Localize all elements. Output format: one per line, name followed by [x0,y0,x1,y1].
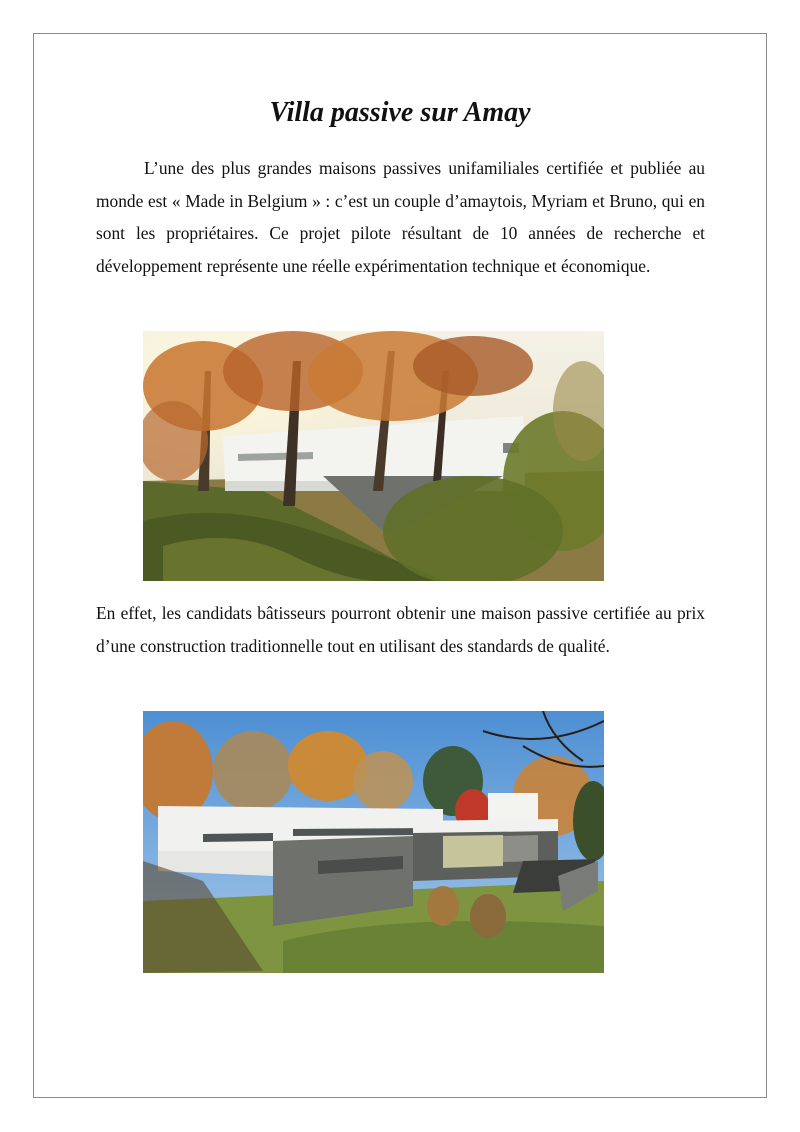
villa-garden-illustration [143,711,604,973]
page-title: Villa passive sur Amay [269,97,531,128]
villa-side-photo [143,331,604,581]
second-paragraph: En effet, les candidats bâtisseurs pourront obtenir une maison passive certifiée au prix d’une construction traditionnelle tout en utilisant des standards de qualité. [96,603,705,656]
villa-autumn-forest-illustration [143,331,604,581]
intro-paragraph: L’une des plus grandes maisons passives unifamiliales certifiée et publiée au monde est « Made in Belgium » : c’est un couple d’amaytois, Myriam et Bruno, qui en sont les propriétaires. Ce projet pilote résultant de 10 années de recherche et développement représente une réelle expérimentation technique et économique. [96,158,705,276]
villa-garden-photo [143,711,604,973]
